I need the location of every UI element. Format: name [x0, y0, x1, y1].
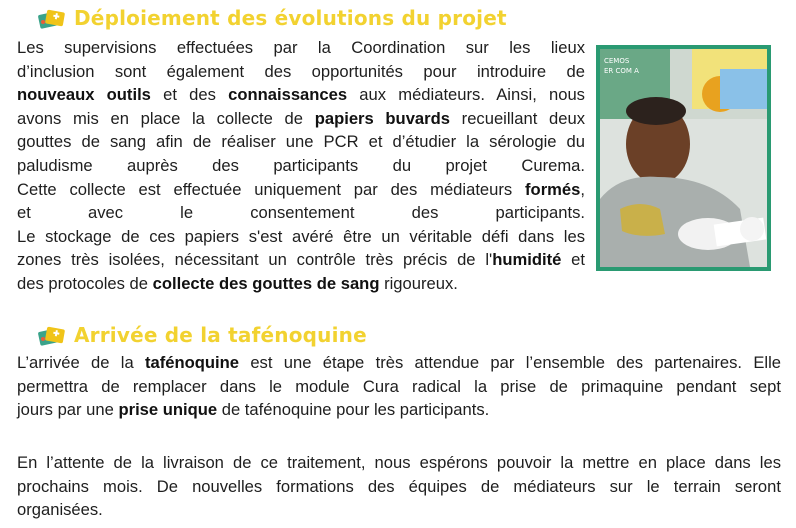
text-line [17, 83, 585, 107]
text-segment: d’inclusion sont également des opportunités pour introduire de [17, 61, 585, 81]
text-segment: jours par une [17, 400, 119, 420]
text-segment: Les supervisions effectuées par la Coordination sur les lieux [17, 38, 585, 57]
text-line [17, 248, 585, 272]
text-line [17, 36, 585, 60]
text-line [17, 178, 585, 202]
text-segment: des protocoles de [17, 273, 153, 293]
text-line [17, 272, 585, 296]
emphasis-text: connaissances [228, 85, 348, 105]
section-heading-tafenoquine [36, 323, 367, 347]
emphasis-text: humidité [492, 250, 562, 270]
health-kit-icon [36, 7, 66, 29]
text-segment: Cette collecte est effectuée uniquement par des médiateurs [17, 179, 526, 199]
text-line [17, 498, 781, 522]
poster-text-2: ER COM A [604, 67, 639, 75]
emphasis-text: tafénoquine [145, 353, 240, 372]
mediator-photo [596, 45, 771, 271]
poster-text: CEMOS [604, 57, 630, 65]
emphasis-text: papiers buvards [314, 108, 450, 128]
text-segment: , [580, 179, 585, 199]
section-body-deploiement [17, 36, 585, 296]
mediator-photo-illustration [600, 49, 767, 267]
section-heading-deploiement [36, 6, 507, 30]
text-line [17, 60, 585, 84]
text-line [17, 398, 781, 422]
text-line [17, 130, 585, 154]
text-segment: et avec le consentement des participants. [17, 203, 585, 223]
text-segment: recueillant deux [449, 108, 585, 128]
text-segment: zones très isolées, nécessitant un contrôle très précis de l' [17, 250, 493, 270]
section-body-tafenoquine [17, 351, 781, 422]
text-line [17, 107, 585, 131]
text-line [17, 351, 781, 375]
text-segment: rigoureux. [379, 273, 458, 293]
health-kit-icon [36, 324, 66, 346]
text-segment: prochains mois. De nouvelles formations des équipes de médiateurs sur le terrain seront [17, 476, 781, 496]
text-line [17, 201, 585, 225]
text-segment: et des [150, 85, 229, 105]
text-segment: L’arrivée de la [17, 353, 145, 372]
text-line [17, 225, 585, 249]
emphasis-text: nouveaux outils [17, 85, 151, 105]
text-line [17, 475, 781, 499]
emphasis-text: formés [525, 179, 581, 199]
text-line [17, 154, 585, 178]
text-segment: organisées. [17, 500, 103, 520]
text-segment: gouttes de sang afin de réaliser une PCR et d’étudier la sérologie du [17, 132, 585, 152]
text-segment: paludisme auprès des participants du projet Curema. [17, 155, 585, 175]
text-line [17, 451, 781, 475]
section-title: Déploiement des évolutions du projet [74, 6, 507, 30]
text-segment: En l’attente de la livraison de ce traitement, nous espérons pouvoir la mettre en place dans les [17, 453, 781, 472]
text-line [17, 375, 781, 399]
section-title: Arrivée de la tafénoquine [74, 323, 367, 347]
text-segment: permettra de remplacer dans le module Cura radical la prise de primaquine pendant sept [17, 376, 781, 396]
emphasis-text: prise unique [118, 400, 218, 420]
text-segment: est une étape très attendue par l’ensemble des partenaires. Elle [239, 353, 781, 372]
text-segment: Le stockage de ces papiers s'est avéré être un véritable défi dans les [17, 226, 585, 246]
text-segment: aux médiateurs. Ainsi, nous [347, 85, 585, 105]
text-segment: et [561, 250, 585, 270]
text-segment: de tafénoquine pour les participants. [217, 400, 490, 420]
emphasis-text: collecte des gouttes de sang [152, 273, 380, 293]
section-body-tafenoquine-followup [17, 451, 781, 522]
text-segment: avons mis en place la collecte de [17, 108, 315, 128]
